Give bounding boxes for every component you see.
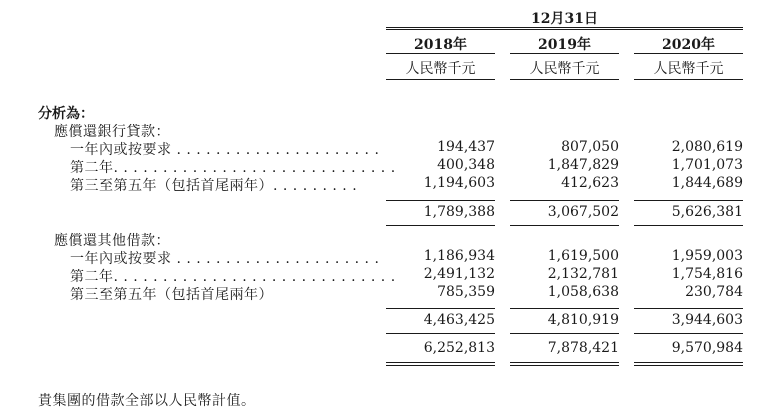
header-date-group: 12月31日 [531,11,598,27]
other-subtotal-rule-1 [386,308,495,309]
total-double-rule-1a [386,362,495,363]
footnote: 貴集團的借款全部以人民幣計值。 [38,393,256,409]
bank-row-1-2019: 807,050 [561,139,619,155]
other-subtotal-bottom-rule-1 [386,333,495,334]
year-2020-header: 2020年 [662,37,715,53]
analysis-title: 分析為： [38,106,94,122]
other-row-2-2020: 1,754,816 [671,266,743,282]
other-subtotal-bottom-rule-3 [634,333,743,334]
other-subtotal-2019: 4,810,919 [547,312,619,328]
other-subtotal-rule-2 [510,308,619,309]
total-double-rule-2a [510,362,619,363]
unit-2020: 人民幣千元 [653,61,724,77]
unit-rule-2 [510,79,619,80]
bank-row-2-2018: 400,348 [437,157,495,173]
total-double-rule-1b [386,365,495,366]
bank-row-1-2020: 2,080,619 [671,139,743,155]
other-row-1-label: 一年內或按要求 . . . . . . . . . . . . . . . . . . . . . [70,251,380,267]
unit-2018: 人民幣千元 [405,61,476,77]
total-double-rule-3b [634,365,743,366]
bank-subtotal-2019: 3,067,502 [547,204,619,220]
total-2018: 6,252,813 [423,340,495,356]
bank-subtotal-2020: 5,626,381 [671,204,743,220]
bank-subtotal-bottom-rule-3 [634,225,743,226]
header-group-rule [386,29,743,30]
other-row-3-2020: 230,784 [685,284,743,300]
other-row-3-2018: 785,359 [437,284,495,300]
other-borrowings-title: 應償還其他借款： [54,233,170,249]
year-rule-3 [634,53,743,54]
year-2019-header: 2019年 [538,37,591,53]
bank-row-1-label: 一年內或按要求 . . . . . . . . . . . . . . . . . . . . . [70,142,380,158]
bank-row-3-2019: 412,623 [561,175,619,191]
bank-subtotal-rule-1 [386,200,495,201]
bank-row-3-2020: 1,844,689 [671,175,743,191]
unit-rule-1 [386,79,495,80]
bank-loans-title: 應償還銀行貸款： [54,124,170,140]
total-double-rule-3a [634,362,743,363]
bank-subtotal-bottom-rule-2 [510,225,619,226]
total-2019: 7,878,421 [547,340,619,356]
year-2018-header: 2018年 [414,37,467,53]
other-row-1-2018: 1,186,934 [423,248,495,264]
year-rule-1 [386,53,495,54]
other-row-1-2019: 1,619,500 [547,248,619,264]
bank-row-2-2020: 1,701,073 [671,157,743,173]
bank-subtotal-bottom-rule-1 [386,225,495,226]
other-subtotal-2018: 4,463,425 [423,312,495,328]
other-subtotal-rule-3 [634,308,743,309]
bank-row-1-2018: 194,437 [437,139,495,155]
other-row-3-label: 第三至第五年（包括首尾兩年） [70,287,273,303]
bank-subtotal-rule-2 [510,200,619,201]
other-row-2-2019: 2,132,781 [547,266,619,282]
other-subtotal-2020: 3,944,603 [671,312,743,328]
bank-row-2-label: 第二年. . . . . . . . . . . . . . . . . . . . . . . . . . . . . [70,160,396,176]
bank-row-2-2019: 1,847,829 [547,157,619,173]
bank-subtotal-rule-3 [634,200,743,201]
other-row-2-label: 第二年. . . . . . . . . . . . . . . . . . . . . . . . . . . . . [70,269,396,285]
other-subtotal-bottom-rule-2 [510,333,619,334]
year-rule-2 [510,53,619,54]
bank-row-3-label: 第三至第五年（包括首尾兩年）. . . . . . . . . [70,178,358,194]
total-double-rule-2b [510,365,619,366]
bank-subtotal-2018: 1,789,388 [423,204,495,220]
other-row-3-2019: 1,058,638 [547,284,619,300]
other-row-1-2020: 1,959,003 [671,248,743,264]
bank-row-3-2018: 1,194,603 [423,175,495,191]
other-row-2-2018: 2,491,132 [423,266,495,282]
unit-2019: 人民幣千元 [529,61,600,77]
unit-rule-3 [634,79,743,80]
total-2020: 9,570,984 [671,340,743,356]
